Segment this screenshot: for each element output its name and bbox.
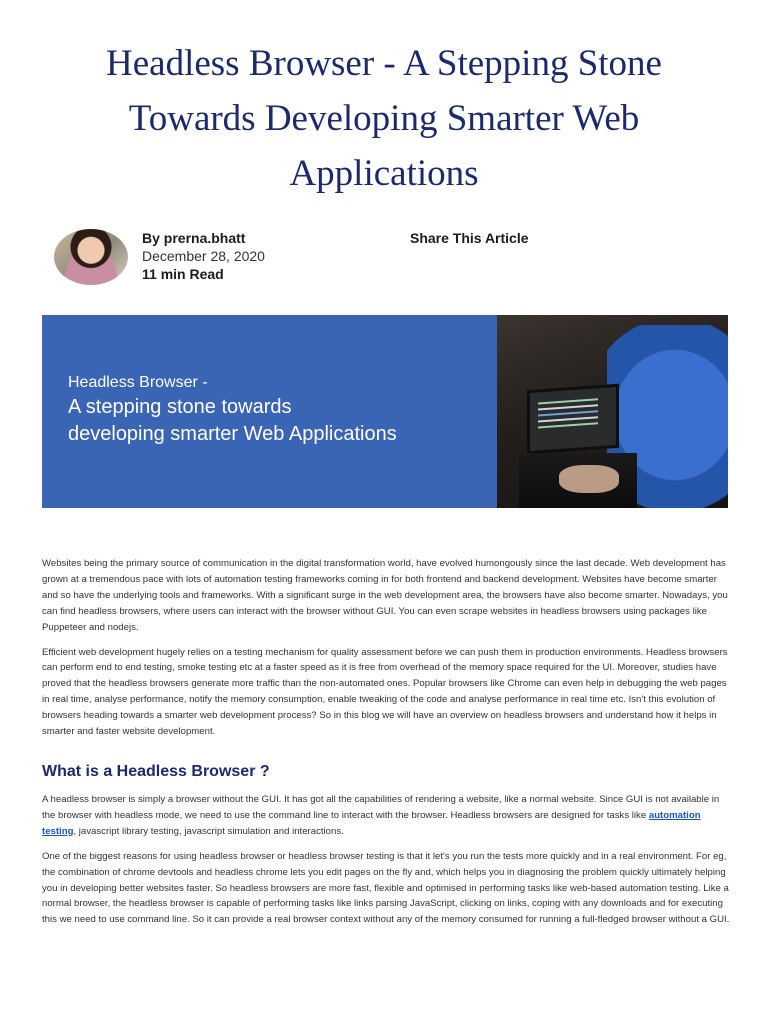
hero-line-1: Headless Browser - — [68, 374, 208, 391]
article-title: Headless Browser - A Stepping Stone Towards Developing Smarter Web Applications — [106, 43, 662, 194]
hero-line-3: developing smarter Web Applications — [68, 423, 397, 445]
publish-date: December 28, 2020 — [142, 248, 265, 264]
article-body — [42, 556, 732, 937]
author-byline[interactable]: By prerna.bhatt — [142, 230, 246, 246]
automation-testing-link[interactable]: automation testing — [42, 809, 701, 837]
author-meta — [142, 229, 265, 283]
author-avatar[interactable] — [54, 229, 128, 285]
author-block — [54, 229, 734, 289]
hero-photo — [497, 315, 728, 508]
paragraph-definition — [42, 792, 732, 840]
hero-photo-hand — [559, 465, 619, 493]
paragraph-intro: Websites being the primary source of communication in the digital transformation world, have evolved humongously since the last decade. Web development has grown at a tremendous pace with lots of automation testing frameworks coming in for both frontend and backend development. Websites have become smarter and so have the underlying tools and frameworks. With a significant surge in the web development area, the browsers have also become smarter. Nowadays, you can find headless browsers, where users can interact with the browser without GUI. You can even scrape websites in headless browsers using packages like Puppeteer and nodejs. — [42, 558, 728, 633]
paragraph-definition-end: , javascript library testing, javascript simulation and interactions. — [73, 825, 344, 837]
paragraph-reasons: One of the biggest reasons for using headless browser or headless browser testing is that it let's you run the tests more quickly and in a real environment. For eg, the combination of chrome devtools and headless chrome lets you edit pages on the fly and, which helps you in diagnosing the problem quickly ultimately helping you in developing better websites faster. So headless browsers are more fast, flexible and optimised in performing tasks like web-based automation testing. Like a normal browser, the headless browser is capable of performing tasks like links parsing JavaScript, clicking on links, coping with any downloads and for executing this we need to use command line. So it can provide a real browser context without any of the memory consumed for running a full-fledged browser without a GUI. — [42, 850, 730, 926]
hero-banner — [42, 315, 728, 508]
share-article-label: Share This Article — [410, 230, 529, 246]
paragraph-definition-start: A headless browser is simply a browser without the GUI. It has got all the capabilities of rendering a website, like a normal website. Since GUI is not available in the browser with headless mode, we need to use the command line to interact with the browser. Headless browsers are designed for tasks like — [42, 793, 720, 821]
hero-text — [68, 372, 397, 448]
section-heading: What is a Headless Browser ? — [42, 762, 270, 780]
hero-line-2: A stepping stone towards — [68, 396, 292, 418]
paragraph-testing: Efficient web development hugely relies on a testing mechanism for quality assessment before we can push them in production environments. Headless browsers can perform end to end testing, smoke testing etc at a faster speed as it is free from overhead of the memory space required for the UI. Moreover, studies have proved that the headless browsers generate more traffic than the non-automated ones. Popular browsers like Chrome can even help in debugging the web pages in real time, analyse performance, notify the memory consumption, enable tweaking of the code and analyse performance in real time etc. Isn't this evolution of browsers heading towards a smarter web development process? So in this blog we will have an overview on headless browsers and understand how it helps in smarter and faster website development. — [42, 646, 728, 738]
read-time: 11 min Read — [142, 266, 224, 282]
laptop-screen — [527, 384, 619, 454]
